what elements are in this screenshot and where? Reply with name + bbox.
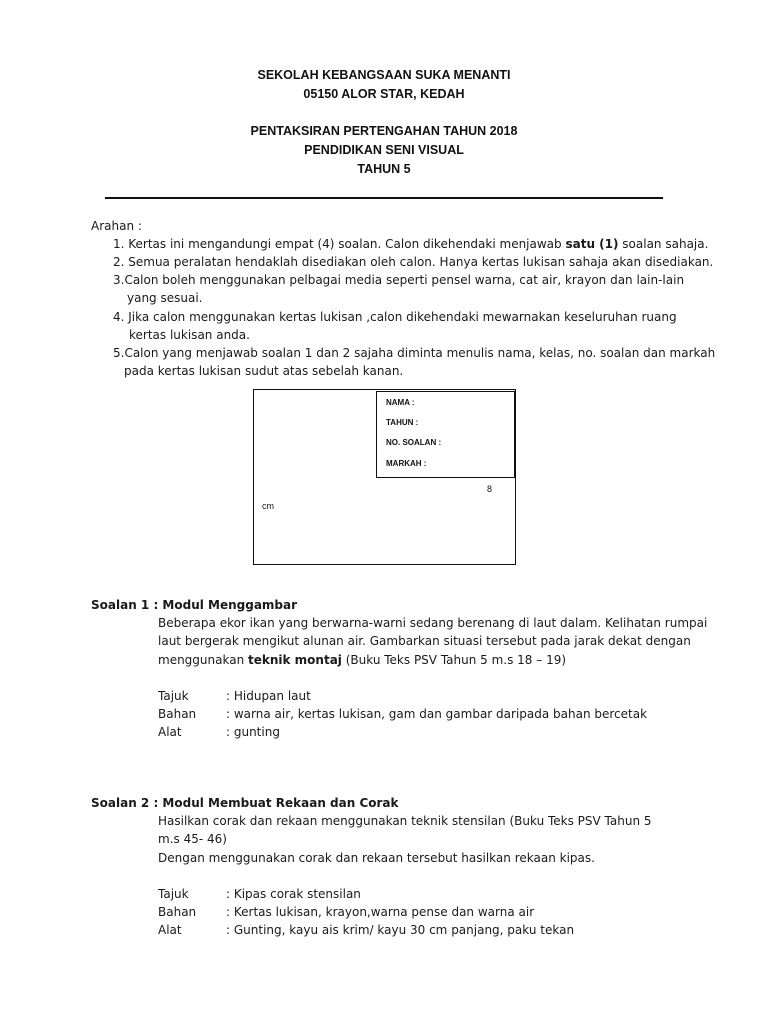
q1-line-2: laut bergerak mengikut alunan air. Gambarkan situasi tersebut pada jarak dekat dengan (158, 634, 691, 648)
exam-title: PENTAKSIRAN PERTENGAHAN TAHUN 2018 (250, 124, 518, 138)
instructions-heading: Arahan : (91, 219, 142, 233)
instruction-1 (113, 235, 708, 253)
instruction-4-cont: kertas lukisan anda. (129, 328, 250, 342)
label-no-soalan: NO. SOALAN : (386, 438, 442, 447)
school-name: SEKOLAH KEBANGSAAN SUKA MENANTI (257, 68, 511, 82)
instruction-1-bold: satu (1) (565, 237, 619, 251)
q2-line-2: m.s 45- 46) (158, 832, 227, 846)
label-nama: NAMA : (386, 398, 415, 407)
instruction-1-tail: soalan sahaja. (618, 237, 709, 251)
q2-alat-label: Alat (158, 923, 182, 937)
q1-line-3-bold: teknik montaj (248, 653, 342, 667)
school-address: 05150 ALOR STAR, KEDAH (303, 87, 465, 101)
instruction-1-text: 1. Kertas ini mengandungi empat (4) soalan. Calon dikehendaki menjawab (113, 237, 566, 251)
q1-alat-value: : gunting (226, 725, 280, 739)
q2-line-1: Hasilkan corak dan rekaan menggunakan teknik stensilan (Buku Teks PSV Tahun 5 (158, 814, 652, 828)
instruction-4: 4. Jika calon menggunakan kertas lukisan ,calon dikehendaki mewarnakan keseluruhan ruang (113, 310, 677, 324)
instruction-2: 2. Semua peralatan hendaklah disediakan oleh calon. Hanya kertas lukisan sahaja akan disediakan. (113, 255, 714, 269)
dimension-eight: 8 (487, 484, 493, 494)
dimension-cm: cm (262, 501, 274, 511)
instruction-5: 5.Calon yang menjawab soalan 1 dan 2 sajaha diminta menulis nama, kelas, no. soalan dan markah (113, 346, 716, 360)
instruction-3-cont: yang sesuai. (127, 291, 203, 305)
year-title: TAHUN 5 (357, 162, 411, 176)
q2-bahan-label: Bahan (158, 905, 197, 919)
q2-line-3: Dengan menggunakan corak dan rekaan tersebut hasilkan rekaan kipas. (158, 851, 595, 865)
q1-line-1: Beberapa ekor ikan yang berwarna-warni sedang berenang di laut dalam. Kelihatan rumpai (158, 616, 708, 630)
q1-tajuk-label: Tajuk (158, 689, 189, 703)
header-divider (105, 197, 663, 199)
q1-tajuk-value: : Hidupan laut (226, 689, 311, 703)
q2-title: Soalan 2 : Modul Membuat Rekaan dan Corak (91, 796, 399, 810)
q1-line-3 (158, 651, 566, 669)
q2-alat-value: : Gunting, kayu ais krim/ kayu 30 cm panjang, paku tekan (226, 923, 575, 937)
instruction-3: 3.Calon boleh menggunakan pelbagai media seperti pensel warna, cat air, krayon dan lain-lain (113, 273, 685, 287)
q2-bahan-value: : Kertas lukisan, krayon,warna pense dan warna air (226, 905, 535, 919)
q1-line-3-tail: (Buku Teks PSV Tahun 5 m.s 18 – 19) (341, 653, 567, 667)
label-tahun: TAHUN : (386, 418, 419, 427)
instruction-5-cont: pada kertas lukisan sudut atas sebelah kanan. (124, 364, 404, 378)
label-markah: MARKAH : (386, 459, 427, 468)
q1-bahan-label: Bahan (158, 707, 197, 721)
q2-tajuk-value: : Kipas corak stensilan (226, 887, 361, 901)
q1-title: Soalan 1 : Modul Menggambar (91, 598, 298, 612)
subject-title: PENDIDIKAN SENI VISUAL (304, 143, 464, 157)
q1-bahan-value: : warna air, kertas lukisan, gam dan gambar daripada bahan bercetak (226, 707, 648, 721)
q1-line-3-text: menggunakan (158, 653, 248, 667)
q1-alat-label: Alat (158, 725, 182, 739)
q2-tajuk-label: Tajuk (158, 887, 189, 901)
